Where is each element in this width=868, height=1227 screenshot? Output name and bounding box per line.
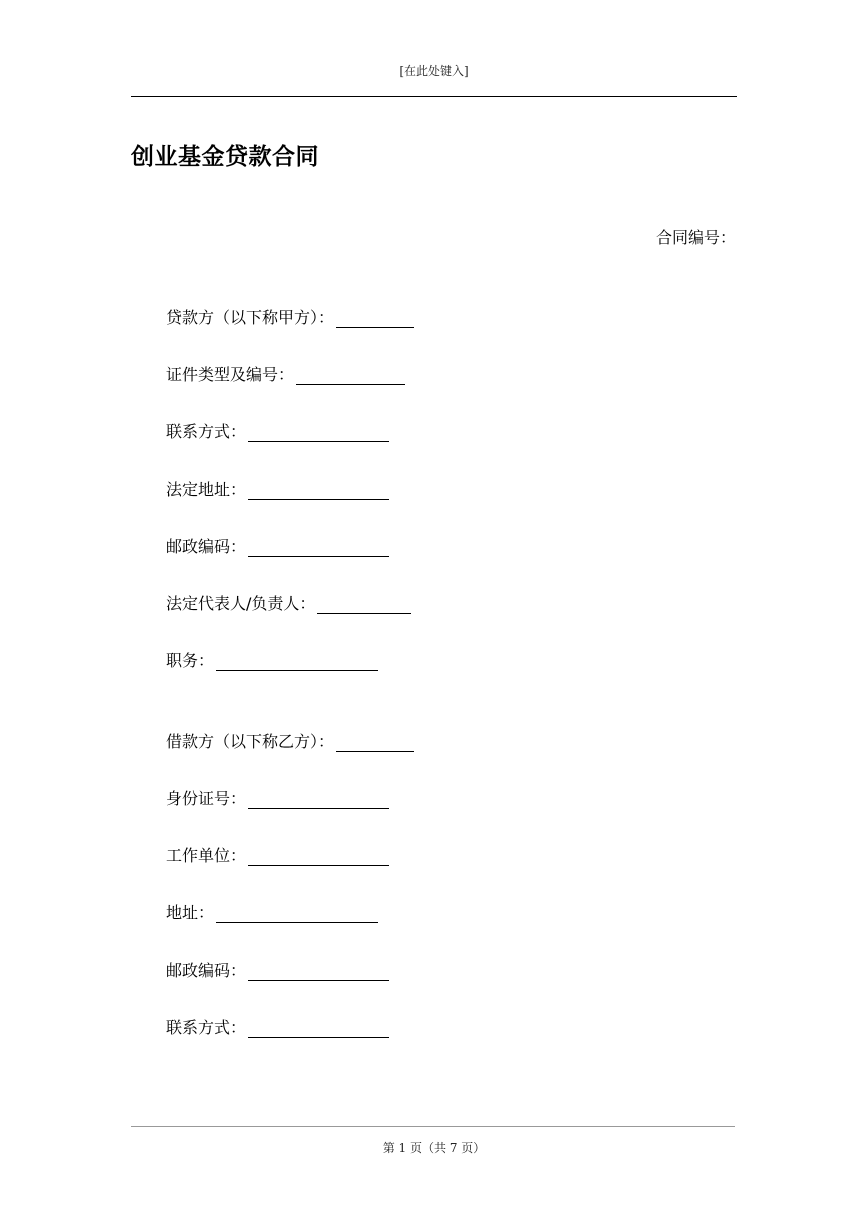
lender-contact-blank[interactable]	[248, 423, 389, 442]
lender-representative-blank[interactable]	[317, 595, 411, 614]
lender-postcode-label: 邮政编码：	[166, 537, 247, 556]
borrower-postcode-blank[interactable]	[248, 962, 389, 981]
borrower-name-label: 借款方（以下称乙方）：	[166, 732, 335, 751]
borrower-address-field	[166, 900, 378, 923]
borrower-address-label: 地址：	[166, 903, 215, 922]
borrower-address-blank[interactable]	[216, 904, 378, 923]
borrower-id-blank[interactable]	[248, 790, 389, 809]
lender-id-label: 证件类型及编号：	[166, 365, 295, 384]
borrower-name-blank[interactable]	[336, 733, 414, 752]
lender-contact-label: 联系方式：	[166, 422, 247, 441]
borrower-contact-blank[interactable]	[248, 1019, 389, 1038]
borrower-workplace-field	[166, 843, 389, 866]
borrower-workplace-blank[interactable]	[248, 847, 389, 866]
lender-id-blank[interactable]	[296, 366, 405, 385]
borrower-contact-field	[166, 1015, 389, 1038]
lender-representative-label: 法定代表人/负责人：	[166, 594, 316, 613]
lender-position-field	[166, 648, 378, 671]
lender-position-blank[interactable]	[216, 652, 378, 671]
borrower-postcode-label: 邮政编码：	[166, 961, 247, 980]
borrower-id-field	[166, 786, 389, 809]
contract-number-label: 合同编号：	[655, 228, 736, 247]
lender-name-blank[interactable]	[336, 309, 414, 328]
lender-contact-field	[166, 419, 389, 442]
lender-name-field	[166, 305, 414, 328]
footer-divider	[131, 1126, 735, 1127]
lender-address-label: 法定地址：	[166, 480, 247, 499]
borrower-id-label: 身份证号：	[166, 789, 247, 808]
lender-representative-field	[166, 591, 411, 614]
borrower-name-field	[166, 729, 414, 752]
borrower-contact-label: 联系方式：	[166, 1018, 247, 1037]
page-header: [在此处键入]	[399, 64, 469, 78]
lender-position-label: 职务：	[166, 651, 215, 670]
lender-address-blank[interactable]	[248, 481, 389, 500]
lender-name-label: 贷款方（以下称甲方）：	[166, 308, 335, 327]
borrower-postcode-field	[166, 958, 389, 981]
document-title: 创业基金贷款合同	[131, 143, 319, 170]
page-number: 第 1 页（共 7 页）	[382, 1141, 486, 1155]
lender-postcode-field	[166, 534, 389, 557]
lender-id-field	[166, 362, 405, 385]
lender-postcode-blank[interactable]	[248, 538, 389, 557]
borrower-workplace-label: 工作单位：	[166, 846, 247, 865]
lender-address-field	[166, 477, 389, 500]
header-divider	[131, 96, 737, 97]
